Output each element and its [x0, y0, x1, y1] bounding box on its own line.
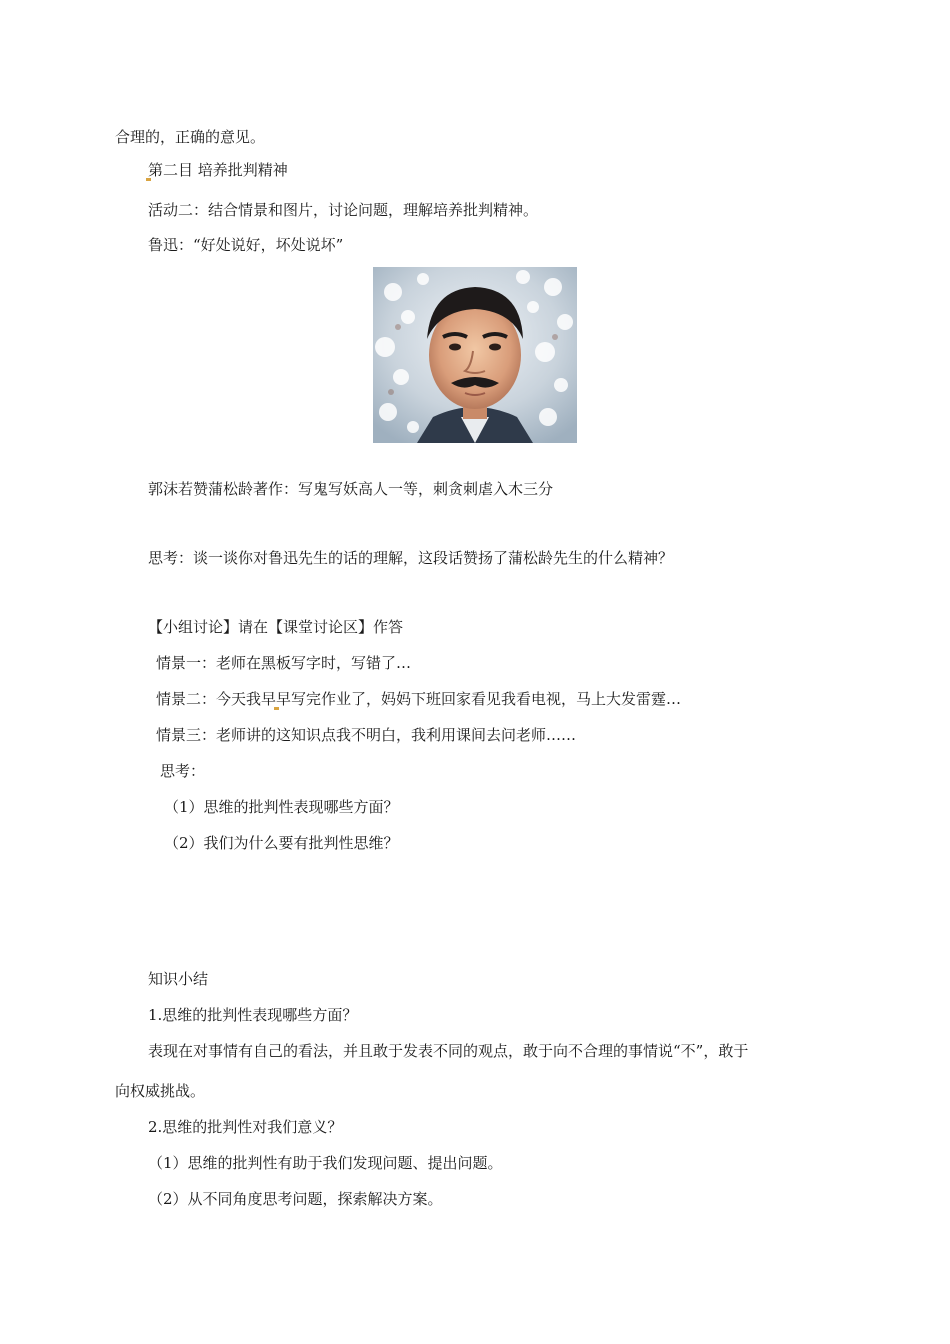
summary-title: 知识小结	[148, 970, 209, 988]
summary-question-1: 1.思维的批判性表现哪些方面？	[148, 1006, 358, 1024]
summary-question-2: 2.思维的批判性对我们意义？	[148, 1118, 343, 1136]
scenario-item: 情景三：老师讲的这知识点我不明白，我利用课间去问老师……	[156, 726, 577, 744]
scenario-text-end: 早写完作业了，妈妈下班回家看见我看电视，马上大发雷霆…	[276, 690, 682, 708]
lu-xun-portrait	[373, 267, 577, 443]
lu-xun-quote: 鲁迅：“好处说好，坏处说坏”	[148, 236, 344, 254]
think-item: （1）思维的批判性表现哪些方面？	[164, 798, 399, 816]
think-item: （2）我们为什么要有批判性思维？	[164, 834, 399, 852]
summary-answer-item: （2）从不同角度思考问题，探索解决方案。	[148, 1190, 443, 1208]
scenario-item: 情景一：老师在黑板写字时，写错了…	[156, 654, 412, 672]
summary-answer-1-continued: 向权威挑战。	[115, 1082, 206, 1100]
group-discussion-title: 【小组讨论】请在【课堂讨论区】作答	[148, 618, 404, 636]
scenario-text-start: 情景二：今天我早	[156, 690, 277, 708]
think-label: 思考：	[160, 762, 206, 780]
section-heading-text: 第二目 培养批判精神	[148, 161, 288, 179]
continued-text: 合理的，正确的意见。	[115, 128, 266, 146]
section-heading	[148, 160, 288, 180]
scenario-item	[156, 689, 681, 709]
guo-moruo-quote: 郭沫若赞蒲松龄著作：写鬼写妖高人一等，刺贪刺虐入木三分	[148, 480, 554, 498]
think-question: 思考：谈一谈你对鲁迅先生的话的理解，这段话赞扬了蒲松龄先生的什么精神？	[148, 549, 674, 567]
summary-answer-1: 表现在对事情有自己的看法，并且敢于发表不同的观点，敢于向不合理的事情说“不”，敢于	[148, 1042, 749, 1060]
activity-two-text: 活动二：结合情景和图片，讨论问题，理解培养批判精神。	[148, 201, 539, 219]
summary-answer-item: （1）思维的批判性有助于我们发现问题、提出问题。	[148, 1154, 503, 1172]
